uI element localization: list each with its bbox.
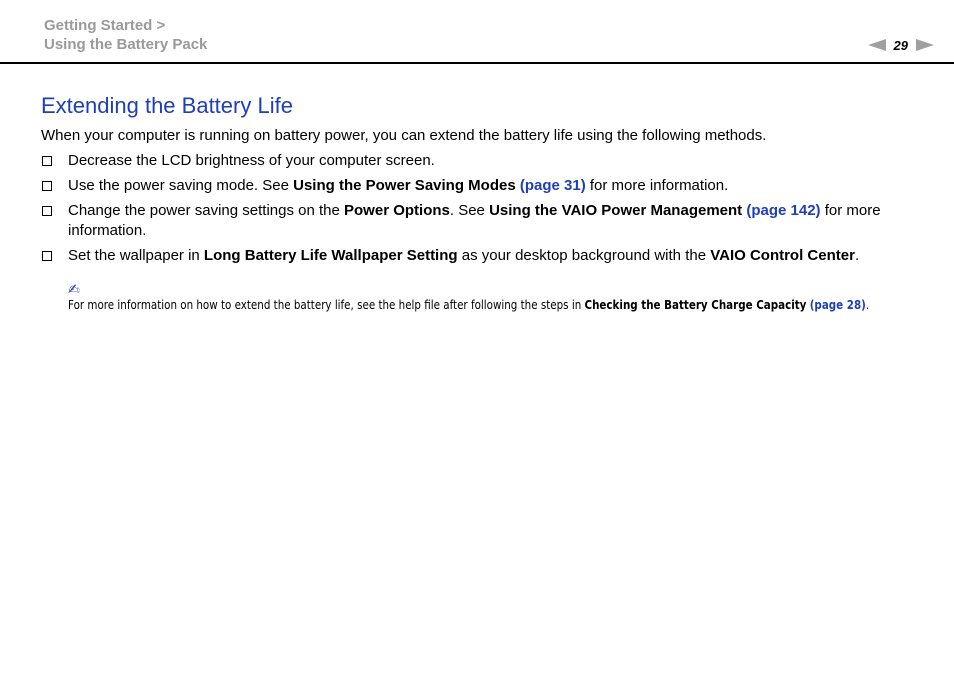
list-item: Use the power saving mode. See Using the Power Saving Modes (page 31) for more information. — [41, 176, 921, 196]
pencil-note-icon: ✍ — [68, 281, 80, 297]
breadcrumb-page[interactable]: Using the Battery Pack — [44, 36, 208, 53]
page-link[interactable]: (page 31) — [519, 177, 586, 194]
list-item: Change the power saving settings on the Power Options. See Using the VAIO Power Management (page 142) for more information. — [41, 201, 921, 241]
checkbox-bullet-icon — [42, 156, 52, 166]
page-link[interactable]: (page 28) — [809, 298, 866, 312]
intro-paragraph: When your computer is running on battery power, you can extend the battery life using the following methods. — [41, 127, 767, 144]
section-reference: Using the VAIO Power Management — [489, 202, 743, 219]
checkbox-bullet-icon — [42, 251, 52, 261]
section-reference: Checking the Battery Charge Capacity — [584, 298, 807, 312]
pager — [868, 36, 934, 54]
setting-name: Long Battery Life Wallpaper Setting — [203, 247, 458, 264]
breadcrumb-section[interactable]: Getting Started > — [44, 17, 166, 34]
page-link[interactable]: (page 142) — [746, 202, 821, 219]
page-title: Extending the Battery Life — [41, 93, 293, 118]
app-name: VAIO Control Center — [710, 247, 855, 264]
page-number: 29 — [893, 37, 908, 53]
previous-page-arrow-icon[interactable] — [868, 39, 886, 51]
checkbox-bullet-icon — [42, 206, 52, 216]
next-page-arrow-icon[interactable] — [916, 39, 934, 51]
section-reference: Using the Power Saving Modes — [293, 177, 516, 194]
checkbox-bullet-icon — [42, 181, 52, 191]
note-text: For more information on how to extend the battery life, see the help file after following the steps in Checking the Battery Charge Capacity (page 28). — [68, 298, 870, 312]
list-item: Set the wallpaper in Long Battery Life Wallpaper Setting as your desktop background with the VAIO Control Center. — [41, 246, 921, 266]
list-item: Decrease the LCD brightness of your computer screen. — [41, 151, 921, 171]
setting-name: Power Options — [344, 202, 450, 219]
note-block — [68, 282, 938, 314]
breadcrumb — [44, 16, 207, 54]
methods-list — [41, 151, 921, 271]
header-rule — [0, 62, 954, 64]
